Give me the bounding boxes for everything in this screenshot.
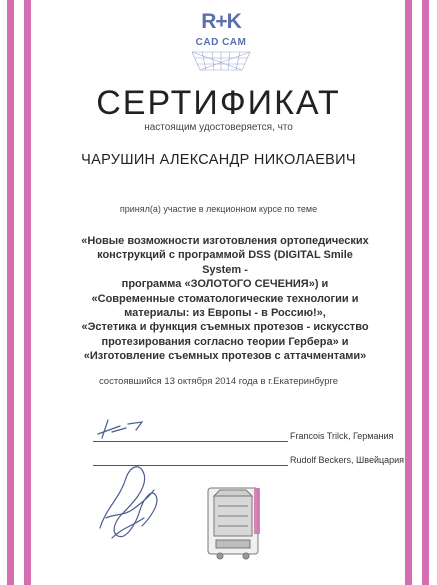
participation-text: принял(а) участие в лекционном курсе по теме [119,204,318,214]
signatory-name: Rudolf Beckers, Швейцария [290,455,405,465]
topic-line: «Современные стоматологические технологии и [91,292,359,305]
logo-subtext: CAD CAM [195,37,247,48]
topic-line: «Изготовление съемных протезов с аттачментами» [83,350,367,363]
handwritten-signature-icon [92,418,172,548]
event-date-location: состоявшийся 13 октября 2014 года в г.Екатеринбурге [98,376,339,387]
topic-line: протезирования согласно теории Гербера» и [101,335,349,348]
device-accent [254,488,260,534]
device-illustration [200,470,266,562]
subtitle: настоящим удостоверяется, что [144,122,293,133]
topic-line: «Эстетика и функция съемных протезов - искусство [81,321,369,334]
recipient-name: ЧАРУШИН АЛЕКСАНДР НИКОЛАЕВИЧ [81,152,356,168]
logo-text: R+K [201,10,241,33]
signatory-name: Francois Trilck, Германия [290,431,394,441]
certificate-title: СЕРТИФИКАТ [96,84,341,122]
topic-line: материалы: из Европы - в Россию!», [124,307,326,320]
topic-line: «Новые возможности изготовления ортопедических [81,235,369,247]
topic-line: конструкций с программой DSS (DIGITAL Smile System - [97,249,353,276]
logo-grid-icon [190,50,252,72]
course-topics [80,234,370,364]
logo [180,10,262,70]
topic-line: программа «ЗОЛОТОГО СЕЧЕНИЯ») и [121,278,329,291]
